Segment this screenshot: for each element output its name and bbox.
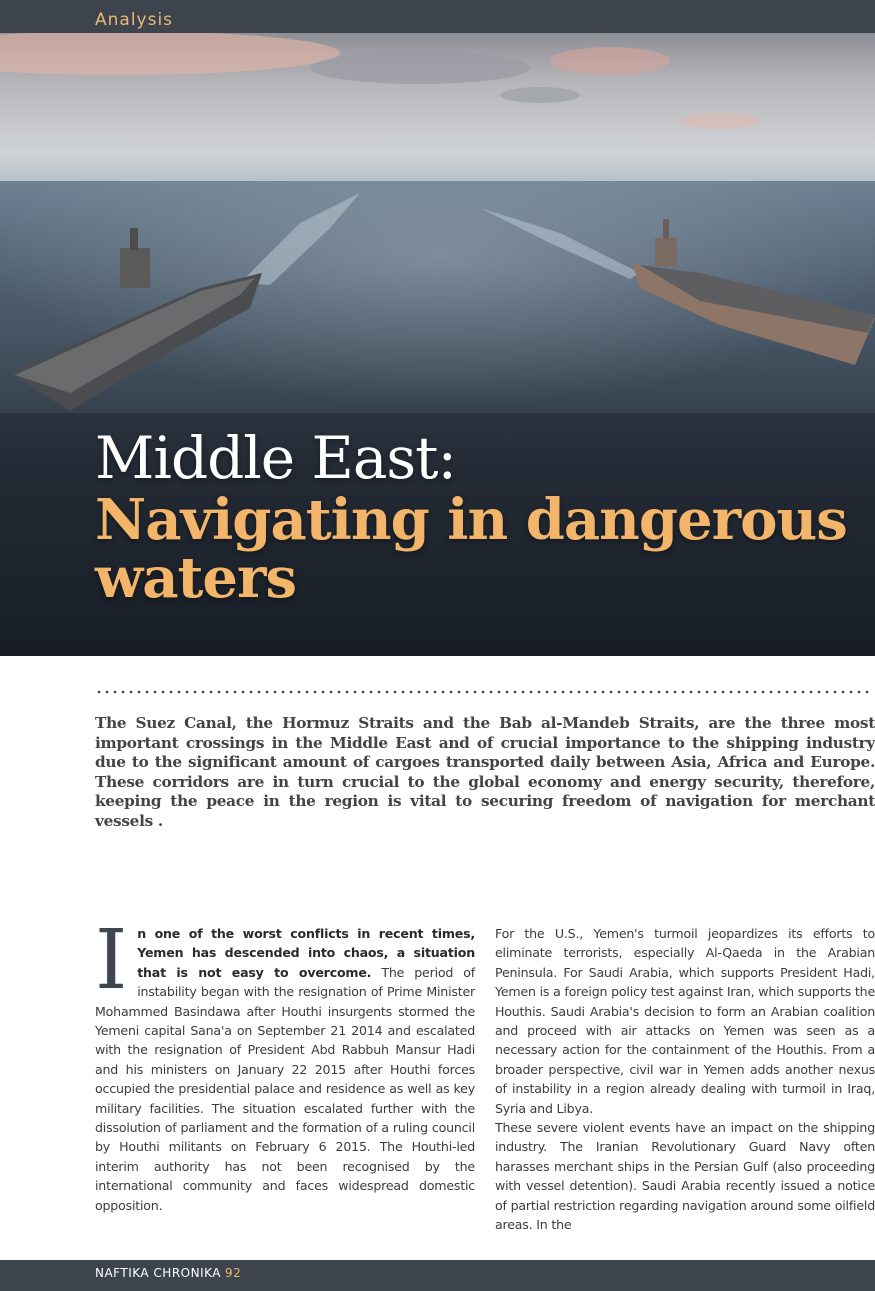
- dotted-divider: [95, 690, 870, 694]
- body-column-left: [95, 913, 475, 1215]
- body-paragraph-2: These severe violent events have an impact on the shipping industry. The Iranian Revolutionary Guard Navy often harasses merchant ships in the Persian Gulf (also proceeding with vessel detention). Saudi Arabia recently issued a notice of partial restriction regarding navigation around some oilfield areas. In the: [495, 1120, 875, 1233]
- body-paragraph-1: For the U.S., Yemen's turmoil jeopardizes its efforts to eliminate terrorists, especially Al-Qaeda in the Arabian Peninsula. For Saudi Arabia, which supports President Hadi, Yemen is a foreign policy test against Iran, which supports the Houthis. Saudi Arabia's decision to form an Arabian coalition and proceed with air attacks on Yemen was seen as a necessary action for the containment of the Houthis. From a broader perspective, civil war in Yemen adds another nexus of instability in a region already dealing with turmoil in Iraq, Syria and Libya.: [495, 926, 875, 1116]
- article-title: [95, 424, 855, 611]
- intro-text: n one of the worst conflicts in recent times, Yemen has descended into chaos, a situation that is not easy to overcome.: [137, 926, 475, 980]
- title-line-2: Navigating in dangerous: [95, 487, 847, 553]
- dropcap: I: [95, 913, 128, 1008]
- footer: [95, 1266, 241, 1280]
- title-line-3: waters: [95, 545, 297, 611]
- publication-name: NAFTIKA CHRONIKA: [95, 1266, 221, 1280]
- page-number: 92: [225, 1266, 242, 1280]
- body-column-right: [495, 924, 875, 1235]
- lead-paragraph: The Suez Canal, the Hormuz Straits and the Bab al-Mandeb Straits, are the three most important crossings in the Middle East and of crucial importance to the shipping industry due to the significant amount of cargoes transported daily between Asia, Africa and Europe. These corridors are in turn crucial to the global economy and energy security, therefore, keeping the peace in the region is vital to securing freedom of navigation for merchant vessels .: [95, 714, 875, 830]
- section-label: Analysis: [95, 10, 174, 30]
- title-line-1: Middle East:: [95, 424, 457, 492]
- body-text-left: The period of instability began with the resignation of Prime Minister Mohammed Basindawa after Houthi insurgents stormed the Yemeni capital Sana'a on September 21 2014 and escalated with the resignation of President Abd Rabbuh Mansur Hadi and his ministers on January 22 2015 after Houthi forces occupied the presidential palace and residence as well as key military facilities. The situation escalated further with the dissolution of parliament and the formation of a ruling council by Houthi militants on February 6 2015. The Houthi-led interim authority has not been recognised by the international community and faces widespread domestic opposition.: [95, 964, 475, 1213]
